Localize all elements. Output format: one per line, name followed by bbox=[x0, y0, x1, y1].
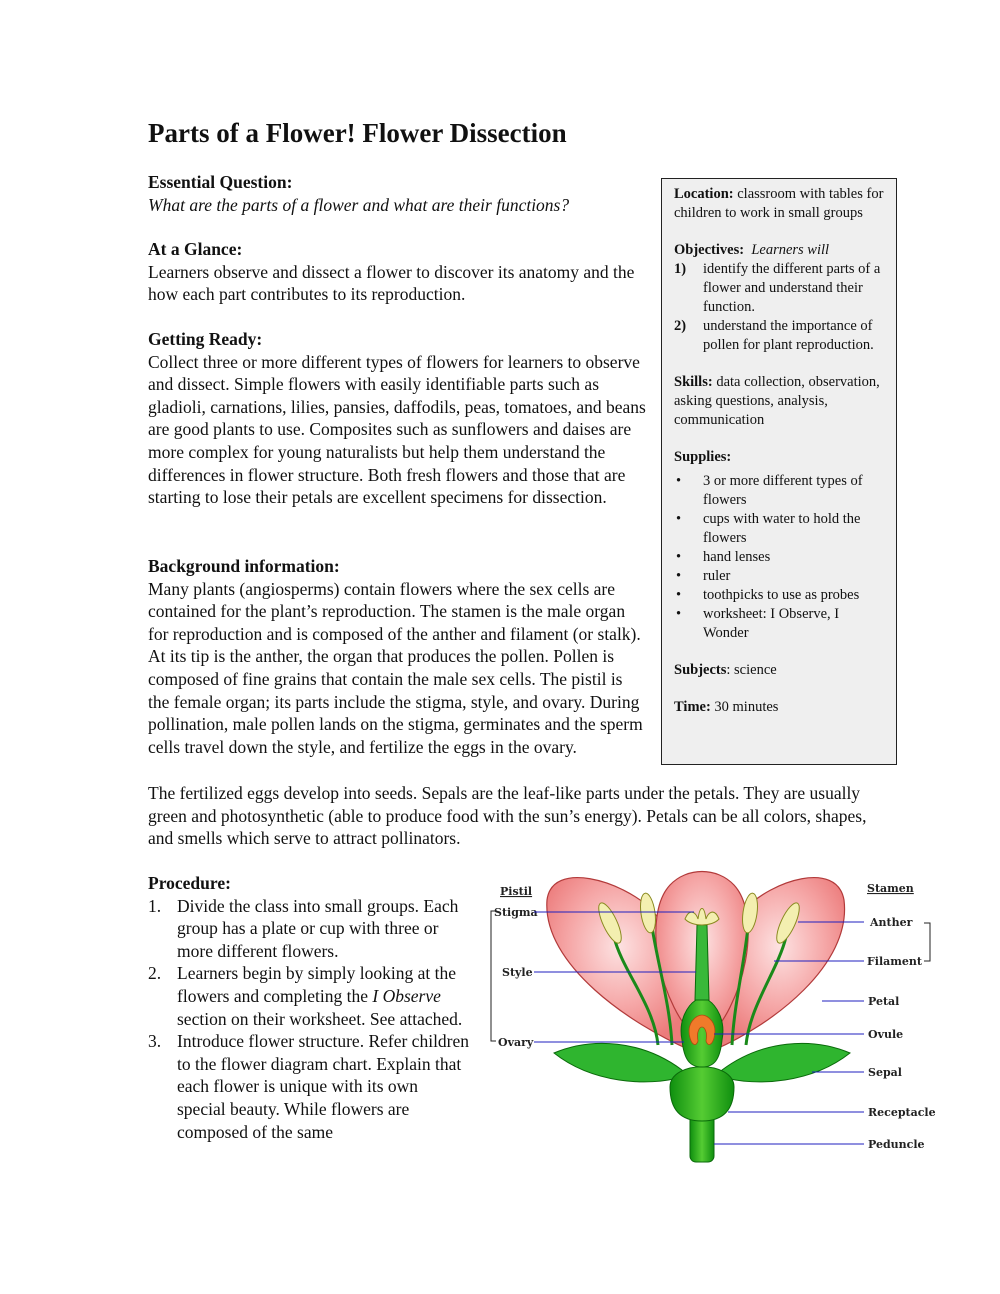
pistil-bracket bbox=[491, 911, 496, 1041]
peduncle-label: Peduncle bbox=[868, 1138, 925, 1151]
procedure-section bbox=[148, 872, 470, 1143]
procedure-list bbox=[148, 895, 470, 1144]
subjects-section: Subjects: science bbox=[674, 662, 777, 678]
supply-item: • 3 or more different types of flowers bbox=[676, 473, 863, 508]
procedure-step: 3. Introduce flower structure. Refer children to the flower diagram chart. Explain that each flower is unique with its own special beauty. While flowers are composed of the same bbox=[148, 1031, 470, 1142]
receptacle-label: Receptacle bbox=[868, 1106, 936, 1119]
objective-item: 2) understand the importance of pollen for plant reproduction. bbox=[674, 318, 874, 353]
stamen-heading: Stamen bbox=[867, 882, 914, 895]
skills-section: Skills: data collection, observation, asking questions, analysis, communication bbox=[674, 374, 880, 428]
petal-label: Petal bbox=[868, 995, 900, 1008]
ovary-label: Ovary bbox=[498, 1036, 534, 1049]
objective-item: 1) identify the different parts of a flower and understand their function. bbox=[674, 261, 881, 315]
time-section: Time: 30 minutes bbox=[674, 699, 779, 715]
background-heading: Background information: bbox=[148, 556, 340, 576]
location-section: Location: classroom with tables for children to work in small groups bbox=[674, 186, 884, 221]
essential-question-heading: Essential Question: bbox=[148, 172, 293, 192]
flower-illustration bbox=[547, 872, 850, 1163]
flower-diagram bbox=[482, 855, 937, 1167]
right-sepal-shape bbox=[722, 1043, 850, 1081]
supplies-list bbox=[674, 472, 884, 643]
at-a-glance-section bbox=[148, 238, 648, 306]
essential-question-text: What are the parts of a flower and what are their functions? bbox=[148, 194, 570, 215]
getting-ready-heading: Getting Ready: bbox=[148, 329, 263, 349]
left-sepal-shape bbox=[554, 1043, 682, 1081]
getting-ready-text: Collect three or more different types of flowers for learners to observe and dissect. Simple flowers with easily identifiable parts such as gladioli, carnations, lilies, pansies, daffodils, peas, tomatoes, and beans are good plants to use. Composites such as sunflowers and daises are more complex for young naturalists but help them understand the differences in flower structure. Both fresh flowers and those that are starting to lose their petals are excellent specimens for dissection. bbox=[148, 351, 646, 508]
page-title: Parts of a Flower! Flower Dissection bbox=[148, 118, 567, 148]
style-label: Style bbox=[502, 966, 533, 979]
ovule-label: Ovule bbox=[868, 1028, 904, 1041]
getting-ready-section bbox=[148, 328, 653, 509]
sepal-label: Sepal bbox=[868, 1066, 902, 1079]
essential-question-section bbox=[148, 171, 648, 216]
supplies-section: Supplies: • 3 or more different types of flowers • cups with water to hold the flowers • hand lenses • ruler • toothpicks to use as probes • worksheet: I Observe, I Wonder bbox=[674, 448, 884, 643]
objectives-section: Objectives: Learners will 1) identify the different parts of a flower and understand their function. 2) understand the importance of pollen for plant reproduction. bbox=[674, 241, 884, 355]
supply-item: • ruler bbox=[676, 568, 731, 584]
background-section bbox=[148, 555, 648, 758]
pistil-heading: Pistil bbox=[500, 885, 533, 898]
procedure-step: 1. Divide the class into small groups. Each group has a plate or cup with three or more different flowers. bbox=[148, 895, 459, 961]
stigma-label: Stigma bbox=[494, 906, 538, 919]
background-text-wide: The fertilized eggs develop into seeds. Sepals are the leaf-like parts under the petals. They are usually green and photosynthetic (able to produce food with the sun’s energy). Petals can be all colors, shapes, and smells which serve to attract pollinators. bbox=[148, 783, 867, 849]
supply-item: • worksheet: I Observe, I Wonder bbox=[676, 606, 840, 641]
objectives-list bbox=[674, 260, 884, 355]
procedure-step: 2. Learners begin by simply looking at the flowers and completing the I Observe section on their worksheet. See attached. bbox=[148, 963, 463, 1029]
lesson-summary-box bbox=[661, 178, 897, 765]
style-shape bbox=[695, 925, 709, 1000]
supply-item: • cups with water to hold the flowers bbox=[676, 511, 861, 546]
filament-label: Filament bbox=[867, 955, 923, 968]
supply-item: • toothpicks to use as probes bbox=[676, 587, 860, 603]
at-a-glance-heading: At a Glance: bbox=[148, 239, 243, 259]
background-text-narrow: Many plants (angiosperms) contain flowers where the sex cells are contained for the plant’s reproduction. The stamen is the male organ for reproduction and is composed of the anther and filament (or stalk). At its tip is the anther, the organ that produces the pollen. Pollen is composed of fine grains that contain the male sex cells. The pistil is the female organ; its parts include the stigma, style, and ovary. During pollination, male pollen lands on the stigma, germinates and the sperm cells travel down the style, and fertilize the eggs in the ovary. bbox=[148, 578, 643, 757]
at-a-glance-text: Learners observe and dissect a flower to discover its anatomy and the how each part contributes to its reproduction. bbox=[148, 261, 635, 305]
procedure-heading: Procedure: bbox=[148, 873, 231, 893]
receptacle-shape bbox=[670, 1067, 734, 1121]
stamen-bracket bbox=[924, 923, 930, 961]
anther-label: Anther bbox=[870, 916, 913, 929]
supply-item: • hand lenses bbox=[676, 549, 771, 565]
